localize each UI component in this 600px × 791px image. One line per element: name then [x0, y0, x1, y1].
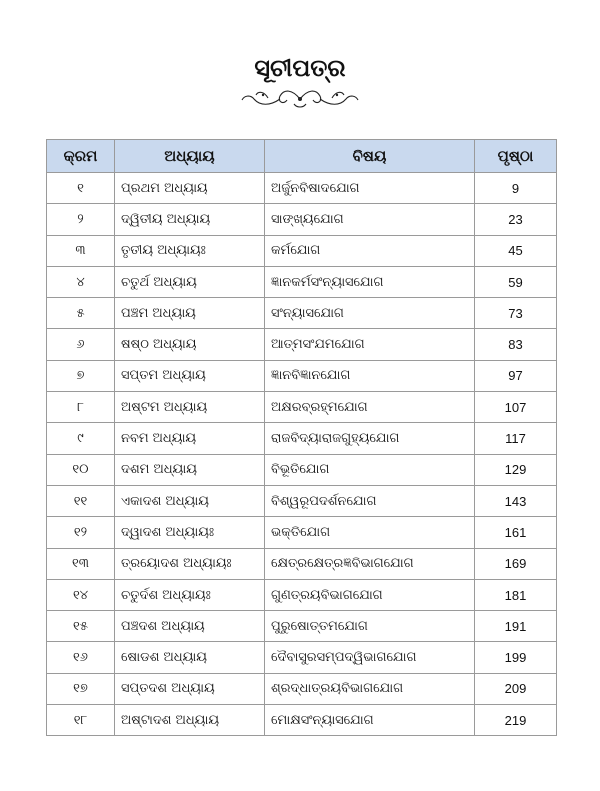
- row-subject: କର୍ମଯୋଗ: [265, 235, 475, 266]
- header-chapter: ଅଧ୍ୟାୟ: [115, 140, 265, 173]
- row-number: ୫: [47, 298, 115, 329]
- row-chapter: ଚତୁର୍ଦଶ ଅଧ୍ୟାୟଃ: [115, 579, 265, 610]
- table-row: [47, 173, 557, 204]
- row-subject: ବିଶ୍ୱରୂପଦର୍ଶନଯୋଗ: [265, 485, 475, 516]
- row-chapter: ଏକାଦଶ ଅଧ୍ୟାୟ: [115, 485, 265, 516]
- table-row: [47, 423, 557, 454]
- table-row: [47, 454, 557, 485]
- row-number: ୭: [47, 360, 115, 391]
- row-subject: ବିଭୂତିଯୋଗ: [265, 454, 475, 485]
- row-subject: ଦୈବାସୁରସମ୍ପଦ୍ୱିଭାଗଯୋଗ: [265, 642, 475, 673]
- row-number: ୧୩: [47, 548, 115, 579]
- row-page: 181: [475, 579, 557, 610]
- row-subject: ଜ୍ଞାନବିଜ୍ଞାନଯୋଗ: [265, 360, 475, 391]
- row-chapter: ତୃତୀୟ ଅଧ୍ୟାୟଃ: [115, 235, 265, 266]
- table-row: [47, 298, 557, 329]
- header-number: କ୍ରମ: [47, 140, 115, 173]
- row-chapter: ପ୍ରଥମ ଅଧ୍ୟାୟ: [115, 173, 265, 204]
- row-chapter: ତ୍ରୟୋଦଶ ଅଧ୍ୟାୟଃ: [115, 548, 265, 579]
- table-row: [47, 579, 557, 610]
- row-page: 143: [475, 485, 557, 516]
- contents-table: [46, 139, 557, 736]
- row-page: 209: [475, 673, 557, 704]
- table-row: [47, 611, 557, 642]
- row-chapter: ଷୋଡଶ ଅଧ୍ୟାୟ: [115, 642, 265, 673]
- row-page: 161: [475, 517, 557, 548]
- row-number: ୧୮: [47, 705, 115, 736]
- row-number: ୮: [47, 392, 115, 423]
- row-number: ୧: [47, 173, 115, 204]
- row-page: 199: [475, 642, 557, 673]
- floral-divider-icon: [240, 86, 360, 112]
- header-page: ପୃଷ୍ଠା: [475, 140, 557, 173]
- table-row: [47, 266, 557, 297]
- table-row: [47, 485, 557, 516]
- row-subject: ମୋକ୍ଷସଂନ୍ୟାସଯୋଗ: [265, 705, 475, 736]
- row-page: 83: [475, 329, 557, 360]
- row-number: ୧୧: [47, 485, 115, 516]
- row-page: 117: [475, 423, 557, 454]
- table-row: [47, 517, 557, 548]
- row-subject: ପୁରୁଷୋତ୍ତମଯୋଗ: [265, 611, 475, 642]
- row-subject: ଜ୍ଞାନକର୍ମସଂନ୍ୟାସଯୋଗ: [265, 266, 475, 297]
- table-row: [47, 548, 557, 579]
- table-row: [47, 235, 557, 266]
- row-page: 191: [475, 611, 557, 642]
- row-number: ୧୦: [47, 454, 115, 485]
- row-subject: ସାଙ୍ଖ୍ୟଯୋଗ: [265, 204, 475, 235]
- table-header-row: [47, 140, 557, 173]
- row-chapter: ପଞ୍ଚମ ଅଧ୍ୟାୟ: [115, 298, 265, 329]
- page-title: ସୂଚୀପତ୍ର: [254, 54, 346, 82]
- row-subject: ଆତ୍ମସଂଯମଯୋଗ: [265, 329, 475, 360]
- row-subject: ଗୁଣତ୍ରୟବିଭାଗଯୋଗ: [265, 579, 475, 610]
- row-chapter: ଅଷ୍ଟମ ଅଧ୍ୟାୟ: [115, 392, 265, 423]
- row-subject: ଶ୍ରଦ୍ଧାତ୍ରୟବିଭାଗଯୋଗ: [265, 673, 475, 704]
- row-chapter: ଦ୍ୱାଦଶ ଅଧ୍ୟାୟଃ: [115, 517, 265, 548]
- row-page: 107: [475, 392, 557, 423]
- row-page: 129: [475, 454, 557, 485]
- row-page: 9: [475, 173, 557, 204]
- row-subject: ରାଜବିଦ୍ୟାରାଜଗୁହ୍ୟଯୋଗ: [265, 423, 475, 454]
- table-row: [47, 329, 557, 360]
- header-subject: ବିଷୟ: [265, 140, 475, 173]
- row-number: ୧୫: [47, 611, 115, 642]
- table-row: [47, 705, 557, 736]
- row-chapter: ସପ୍ତମ ଅଧ୍ୟାୟ: [115, 360, 265, 391]
- row-number: ୧୪: [47, 579, 115, 610]
- row-page: 97: [475, 360, 557, 391]
- row-chapter: ସପ୍ତଦଶ ଅଧ୍ୟାୟ: [115, 673, 265, 704]
- row-number: ୨: [47, 204, 115, 235]
- row-number: ୯: [47, 423, 115, 454]
- row-number: ୧୨: [47, 517, 115, 548]
- table-row: [47, 204, 557, 235]
- row-chapter: ପଞ୍ଚଦଶ ଅଧ୍ୟାୟ: [115, 611, 265, 642]
- row-page: 23: [475, 204, 557, 235]
- row-subject: ଅର୍ଜୁନବିଷାଦଯୋଗ: [265, 173, 475, 204]
- row-number: ୩: [47, 235, 115, 266]
- row-page: 45: [475, 235, 557, 266]
- row-subject: ଭକ୍ତିଯୋଗ: [265, 517, 475, 548]
- row-subject: ଅକ୍ଷରବ୍ରହ୍ମଯୋଗ: [265, 392, 475, 423]
- row-chapter: ଦଶମ ଅଧ୍ୟାୟ: [115, 454, 265, 485]
- row-number: ୧୬: [47, 642, 115, 673]
- row-subject: ସଂନ୍ୟାସଯୋଗ: [265, 298, 475, 329]
- table-row: [47, 673, 557, 704]
- table-row: [47, 642, 557, 673]
- row-page: 219: [475, 705, 557, 736]
- row-number: ୧୭: [47, 673, 115, 704]
- row-number: ୪: [47, 266, 115, 297]
- row-chapter: ଷଷ୍ଠ ଅଧ୍ୟାୟ: [115, 329, 265, 360]
- row-subject: କ୍ଷେତ୍ରକ୍ଷେତ୍ରଜ୍ଞବିଭାଗଯୋଗ: [265, 548, 475, 579]
- row-page: 169: [475, 548, 557, 579]
- row-chapter: ଅଷ୍ଟାଦଶ ଅଧ୍ୟାୟ: [115, 705, 265, 736]
- row-chapter: ନବମ ଅଧ୍ୟାୟ: [115, 423, 265, 454]
- row-page: 59: [475, 266, 557, 297]
- row-chapter: ଦ୍ୱିତୀୟ ଅଧ୍ୟାୟ: [115, 204, 265, 235]
- row-number: ୬: [47, 329, 115, 360]
- table-row: [47, 392, 557, 423]
- table-row: [47, 360, 557, 391]
- row-chapter: ଚତୁର୍ଥ ଅଧ୍ୟାୟ: [115, 266, 265, 297]
- table-body: [47, 173, 557, 736]
- row-page: 73: [475, 298, 557, 329]
